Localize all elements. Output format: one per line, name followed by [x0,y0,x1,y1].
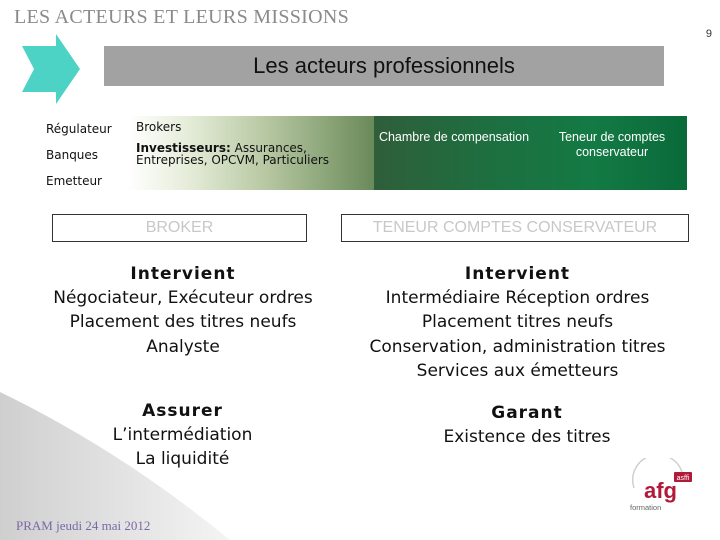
logo-small-bottom: formation [630,503,662,512]
teneur-mission-line: Services aux émetteurs [416,360,619,381]
broker-header: BROKER [52,214,307,242]
broker-mission-line: Analyste [146,336,220,357]
teneur-mission-line: Conservation, administration titres [369,336,666,357]
teneur-label: Teneur de comptes conservateur [558,130,666,159]
teneur-garant-heading: Garant [491,403,563,423]
broker-assure-line: L’intermédiation [112,425,253,446]
clearing-custody-box [374,116,687,190]
footer-text: PRAM jeudi 24 mai 2012 [16,518,151,533]
banner-title: Les acteurs professionnels [253,53,515,78]
page-number: 9 [705,28,712,40]
teneur-header: TENEUR COMPTES CONSERVATEUR [341,214,689,242]
slide-title: LES ACTEURS ET LEURS MISSIONS [14,6,350,28]
teneur-mission-line: Intermédiaire Réception ordres [385,288,650,309]
chambre-label: Chambre de compensation [378,130,530,144]
investors-label: Investisseurs: [136,141,231,155]
actor-label-banques: Banques [46,148,99,162]
teneur-missions-heading: Intervient [464,264,571,284]
logo-small-top: asffi [676,475,690,482]
brokers-label: Brokers [136,120,182,134]
afg-logo [626,458,696,518]
broker-assure-line: La liquidité [135,449,230,470]
actors-row [36,116,687,190]
teneur-mission-line: Placement titres neufs [421,312,614,333]
investors-list: Assurances, Entreprises, OPCVM, Particuliers [136,141,330,167]
section-banner [104,46,664,86]
teneur-garant [392,401,662,449]
actor-labels [36,116,128,190]
broker-mission-line: Placement des titres neufs [69,312,297,333]
logo-main: afg [644,478,677,503]
teneur-garant-line: Existence des titres [443,427,611,448]
broker-mission-line: Négociateur, Exécuteur ordres [53,288,313,309]
broker-assure-heading: Assurer [142,401,223,421]
actor-label-emetteur: Emetteur [46,174,102,188]
teneur-missions [330,262,705,383]
broker-assure [60,399,305,472]
arrow-right-icon [22,34,82,104]
broker-missions-heading: Intervient [130,264,236,284]
investors-text [136,142,336,166]
brokers-box [128,116,374,190]
broker-missions [8,262,358,359]
actor-label-regulateur: Régulateur [46,122,112,136]
